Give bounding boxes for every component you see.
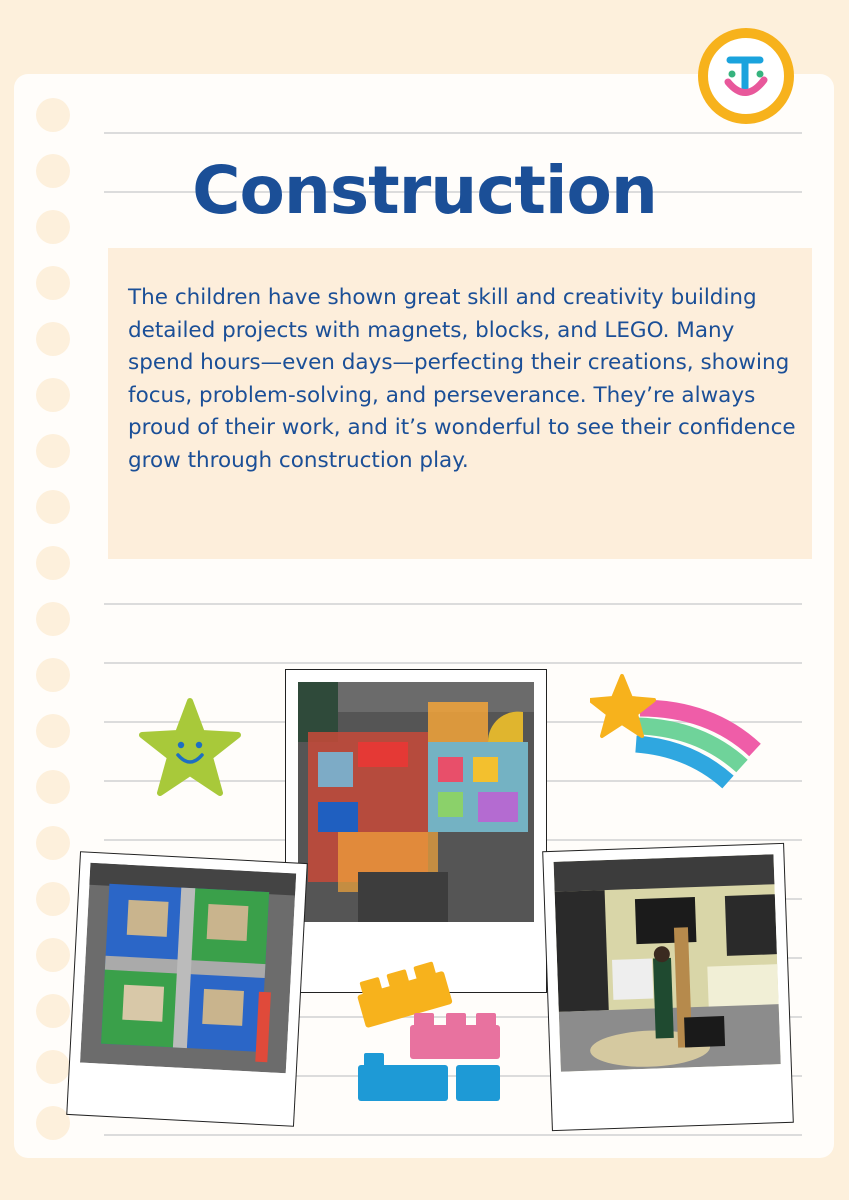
hole	[36, 322, 70, 356]
description-text: The children have shown great skill and creativity building detailed projects with magnets, blocks, and LEGO. Many spend hours—even days—perfecting their creations, showing focus, problem-solving, and perseverance. They’re always proud of their work, and it’s wonderful to see their confidence grow through construction play.	[128, 285, 796, 473]
hole	[36, 434, 70, 468]
photo-frame-lego-baseplate	[67, 852, 306, 1125]
hole	[36, 378, 70, 412]
photo-magnet-tiles	[298, 682, 534, 922]
hole	[36, 994, 70, 1028]
photo-lego-baseplate	[80, 863, 296, 1074]
photo-frame-block-tower	[543, 844, 793, 1130]
hole	[36, 1106, 70, 1140]
hole	[36, 266, 70, 300]
rule-line	[104, 603, 802, 605]
hole	[36, 714, 70, 748]
hole	[36, 826, 70, 860]
shooting-star-rainbow-icon	[590, 672, 762, 790]
photo-block-tower	[554, 854, 781, 1072]
hole	[36, 938, 70, 972]
rule-line	[104, 1134, 802, 1136]
hole	[36, 490, 70, 524]
lego-bricks-icon	[352, 953, 506, 1105]
hole	[36, 882, 70, 916]
hole	[36, 602, 70, 636]
hole	[36, 98, 70, 132]
description-box	[108, 248, 812, 559]
page-title: Construction	[192, 152, 657, 229]
smiley-face-logo-icon	[698, 28, 794, 124]
hole	[36, 546, 70, 580]
photo-frame-magnet-tiles	[286, 670, 546, 992]
hole	[36, 658, 70, 692]
hole	[36, 1050, 70, 1084]
rule-line	[104, 132, 802, 134]
hole	[36, 770, 70, 804]
rule-line	[104, 662, 802, 664]
smiling-star-icon	[138, 697, 242, 797]
